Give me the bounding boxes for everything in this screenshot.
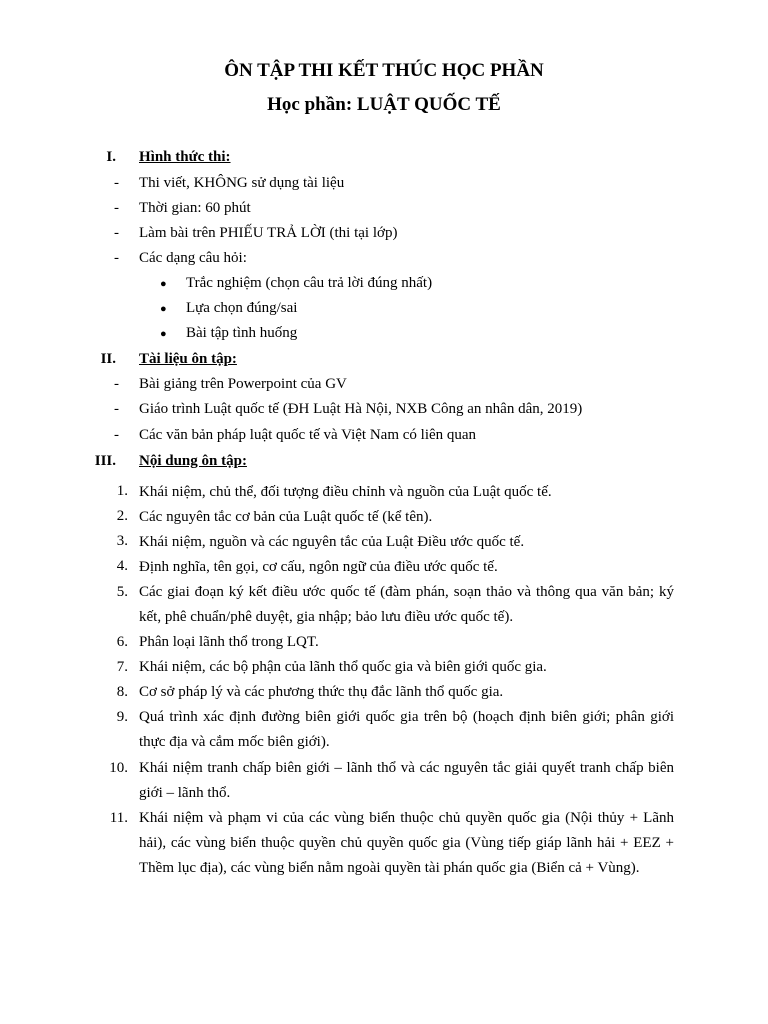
sub-list-item: Lựa chọn đúng/sai xyxy=(186,300,298,316)
list-dash: - xyxy=(114,401,119,417)
item-number: 11. xyxy=(109,810,128,826)
numbered-item: Khái niệm, nguồn và các nguyên tắc của Luật Điều ước quốc tế. xyxy=(139,534,525,550)
section-heading: Hình thức thi: xyxy=(139,149,231,165)
list-item: Các dạng câu hỏi: xyxy=(139,250,247,266)
document-subtitle: Học phần: LUẬT QUỐC TẾ xyxy=(267,94,501,115)
section-number: II. xyxy=(100,351,116,367)
item-number: 1. xyxy=(116,483,128,499)
section-number: I. xyxy=(106,149,116,165)
item-number: 5. xyxy=(116,584,128,600)
list-item: Làm bài trên PHIẾU TRẢ LỜI (thi tại lớp) xyxy=(139,225,398,241)
list-dash: - xyxy=(114,427,119,443)
list-item: Thi viết, KHÔNG sử dụng tài liệu xyxy=(139,175,345,191)
item-number: 6. xyxy=(116,634,128,650)
list-item: Giáo trình Luật quốc tế (ĐH Luật Hà Nội, NXB Công an nhân dân, 2019) xyxy=(139,401,583,417)
numbered-item: Các nguyên tắc cơ bản của Luật quốc tế (kể tên). xyxy=(139,509,433,525)
numbered-item: Khái niệm, các bộ phận của lãnh thổ quốc gia và biên giới quốc gia. xyxy=(139,659,547,675)
list-dash: - xyxy=(114,175,119,191)
numbered-item: Quá trình xác định đường biên giới quốc gia trên bộ (hoạch định biên giới; phân giới thực địa và cắm mốc biên giới). xyxy=(139,709,674,750)
document-title: ÔN TẬP THI KẾT THÚC HỌC PHẦN xyxy=(224,60,544,81)
item-number: 4. xyxy=(116,558,128,574)
section-heading: Tài liệu ôn tập: xyxy=(139,351,237,367)
list-dash: - xyxy=(114,225,119,241)
numbered-item: Khái niệm tranh chấp biên giới – lãnh thổ và các nguyên tắc giải quyết tranh chấp biên giới – lãnh thổ. xyxy=(139,760,674,801)
item-number: 10. xyxy=(109,760,128,776)
list-dash: - xyxy=(114,250,119,266)
numbered-item: Các giai đoạn ký kết điều ước quốc tế (đàm phán, soạn thảo và thông qua văn bản; ký kết, phê chuẩn/phê duyệt, gia nhập; bảo lưu điều ước quốc tế). xyxy=(139,584,674,625)
item-number: 7. xyxy=(116,659,128,675)
numbered-item: Phân loại lãnh thổ trong LQT. xyxy=(139,634,319,650)
item-number: 8. xyxy=(116,684,128,700)
list-item: Các văn bản pháp luật quốc tế và Việt Nam có liên quan xyxy=(139,427,477,443)
list-dash: - xyxy=(114,200,119,216)
bullet-icon: ● xyxy=(160,278,167,290)
list-dash: - xyxy=(114,376,119,392)
item-number: 3. xyxy=(116,533,128,549)
numbered-item: Khái niệm, chủ thể, đối tượng điều chỉnh và nguồn của Luật quốc tế. xyxy=(139,484,552,500)
sub-list-item: Trắc nghiệm (chọn câu trả lời đúng nhất) xyxy=(186,275,433,291)
numbered-item: Khái niệm và phạm vi của các vùng biển thuộc chủ quyền quốc gia (Nội thủy + Lãnh hải), các vùng biển thuộc quyền chủ quyền quốc gia (Vùng tiếp giáp lãnh hải + EEZ + Thềm lục địa), các vùng biển nằm ngoài quyền tài phán quốc gia (Biển cả + Vùng). xyxy=(139,810,674,876)
section-heading: Nội dung ôn tập: xyxy=(139,453,247,469)
numbered-item: Định nghĩa, tên gọi, cơ cấu, ngôn ngữ của điều ước quốc tế. xyxy=(139,559,498,575)
item-number: 2. xyxy=(116,508,128,524)
list-item: Thời gian: 60 phút xyxy=(139,200,251,216)
section-number: III. xyxy=(94,453,116,469)
list-item: Bài giảng trên Powerpoint của GV xyxy=(139,376,347,392)
numbered-item: Cơ sở pháp lý và các phương thức thụ đắc lãnh thổ quốc gia. xyxy=(139,684,504,700)
sub-list-item: Bài tập tình huống xyxy=(186,325,298,341)
bullet-icon: ● xyxy=(160,328,167,340)
item-number: 9. xyxy=(116,709,128,725)
bullet-icon: ● xyxy=(160,303,167,315)
